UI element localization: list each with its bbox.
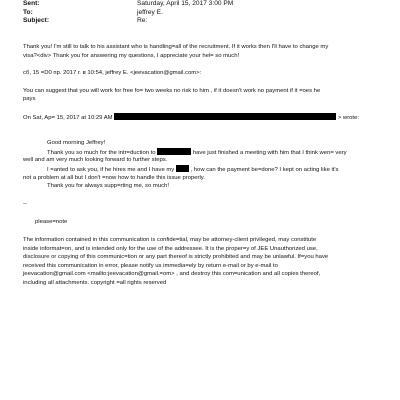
sent-label: Sent: (23, 0, 40, 7)
wanted-text-pre: I =anted to ask you, if he hires me and I have my (47, 167, 175, 173)
reply-line-1: Thank you! I'm still to talk to his assistant who is handling=all of the recruitment. If it works then I'll have to change my (23, 44, 329, 50)
please-note-line: please=note (35, 218, 68, 225)
on-date-line (23, 113, 359, 122)
subject-value: Re: (137, 17, 148, 24)
suggest-line-1: You can suggest that you will work for free fo= two weeks no risk to him , if it doesn't work no payment if it =oes he (23, 87, 321, 94)
to-value: jeffrey E. (137, 8, 163, 16)
subject-label: Subject: (23, 17, 50, 24)
wrote-text: > wrote: (337, 114, 359, 121)
sent-value: Saturday, April 15, 2017 3:00 PM (137, 0, 234, 7)
thanks-line-2: well and am very much looking forward to further steps. (23, 157, 168, 163)
to-label: To: (23, 8, 33, 16)
redaction-box (114, 113, 336, 120)
disclaimer-line-6: including all attachments. copyright =all rights reserved (23, 279, 167, 286)
support-line: Thank you for always supp=rting me, so much! (47, 183, 169, 189)
thanks-text-post: have just finished a meeting with him that I think wen= very (192, 149, 347, 156)
disclaimer-line-1: The information contained in this communication is confide=tial, may be attorney-client privileged, may constitute (23, 237, 317, 243)
reply-line-2: visa?<div> Thank you for answering my questions, I appreciate your hel= so much! (23, 52, 240, 59)
redaction-box (176, 165, 189, 172)
suggest-line-2: pays (23, 96, 36, 102)
disclaimer-line-5: jeevacation@gmail.com <mailto:jeevacation@gmail.=om> , and destroy this com=unication and all copies thereof, (23, 271, 321, 277)
wanted-text-post: , how can the payment be=done? I kept on acting like it's (190, 167, 339, 173)
redaction-box (157, 148, 191, 155)
disclaimer-line-4: received this communication in error, please notify us immedia=ely by return e-mail or by e-mail to (23, 262, 278, 269)
thanks-text-pre: Thank you so much for the intr=duction to (47, 149, 156, 156)
quoted-header-line: сб, 15 =D0 пр. 2017 г. в 10:54, jeffrey E. <jeevacation@gmail.com>: (23, 70, 202, 76)
disclaimer-line-3: disclosure or copying of this communic=tion or any part thereof is strictly prohibited and may be unlawful. If=you have (23, 254, 329, 260)
disclaimer-line-2: inside informat=on, and is intended only for the use of the addressee. It is the proper=y of JEE Unauthorized use, (23, 245, 318, 252)
greeting-line: Good morning Jeffrey! (47, 140, 106, 146)
signature-dashes: -- (23, 201, 27, 207)
not-problem-line: not a problem at all but I don't =now how to handle this issue properly. (23, 174, 205, 181)
on-date-text: On Sat, Ap= 15, 2017 at 10:29 AM (23, 114, 113, 121)
